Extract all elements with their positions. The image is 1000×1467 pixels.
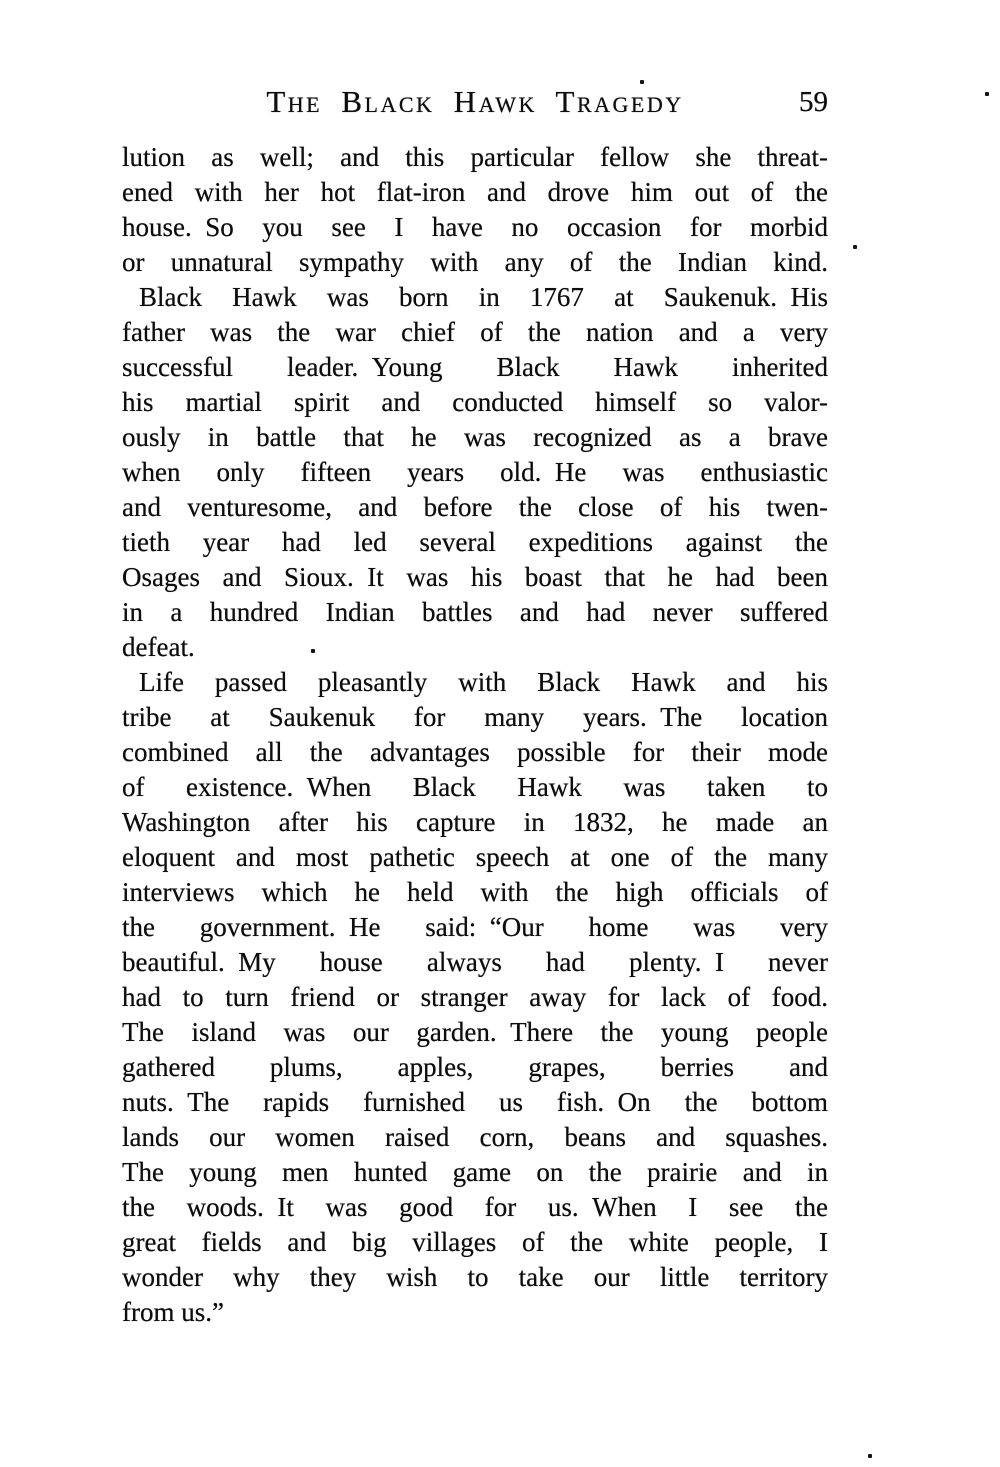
text-line: ously in battle that he was recognized as a brave — [122, 422, 828, 452]
text-line: father was the war chief of the nation and a very — [122, 317, 828, 347]
text-line: lands our women raised corn, beans and squashes. — [122, 1122, 828, 1152]
paragraph — [122, 665, 828, 1330]
running-head-title: The Black Hawk Tragedy — [266, 84, 684, 119]
text-line: and venturesome, and before the close of his twen- — [122, 492, 828, 522]
text-line: the woods. It was good for us. When I see the — [122, 1192, 828, 1222]
text-line: lution as well; and this particular fellow she threat- — [122, 142, 828, 172]
text-line: tribe at Saukenuk for many years. The location — [122, 702, 828, 732]
text-line: or unnatural sympathy with any of the Indian kind. — [122, 247, 828, 277]
page-header — [122, 84, 828, 122]
text-line: of existence. When Black Hawk was taken to — [122, 772, 828, 802]
text-line: nuts. The rapids furnished us fish. On the bottom — [122, 1087, 828, 1117]
text-line: Black Hawk was born in 1767 at Saukenuk. His — [139, 282, 828, 312]
paragraph — [122, 140, 828, 280]
text-line: The island was our garden. There the young people — [122, 1017, 828, 1047]
text-line: Washington after his capture in 1832, he made an — [122, 807, 828, 837]
text-line: wonder why they wish to take our little territory — [122, 1262, 828, 1292]
text-line: when only fifteen years old. He was enthusiastic — [122, 457, 828, 487]
text-line: in a hundred Indian battles and had never suffered — [122, 597, 828, 627]
text-line: ened with her hot flat-iron and drove him out of the — [122, 177, 828, 207]
text-line: house. So you see I have no occasion for morbid — [122, 212, 828, 242]
text-line: successful leader. Young Black Hawk inherited — [122, 352, 828, 382]
scan-speck — [311, 649, 315, 653]
text-line: combined all the advantages possible for their mode — [122, 737, 828, 767]
text-line: beautiful. My house always had plenty. I never — [122, 947, 828, 977]
scan-speck — [985, 92, 989, 96]
paragraph — [122, 280, 828, 665]
text-line: Osages and Sioux. It was his boast that he had been — [122, 562, 828, 592]
text-line: interviews which he held with the high officials of — [122, 877, 828, 907]
text-line: from us.” — [122, 1297, 224, 1327]
text-line: gathered plums, apples, grapes, berries and — [122, 1052, 828, 1082]
text-line: his martial spirit and conducted himself so valor- — [122, 387, 828, 417]
text-line: the government. He said: “Our home was very — [122, 912, 828, 942]
text-line: had to turn friend or stranger away for lack of food. — [122, 982, 828, 1012]
text-line: Life passed pleasantly with Black Hawk and his — [139, 667, 828, 697]
text-line: The young men hunted game on the prairie and in — [122, 1157, 828, 1187]
text-line: eloquent and most pathetic speech at one of the many — [122, 842, 828, 872]
text-line: great fields and big villages of the white people, I — [122, 1227, 828, 1257]
page-body — [122, 140, 828, 1330]
scan-speck — [853, 245, 857, 249]
scan-speck — [640, 80, 644, 84]
scan-speck — [868, 1454, 872, 1458]
page-number: 59 — [799, 86, 828, 118]
text-line: defeat. — [122, 632, 195, 662]
text-line: tieth year had led several expeditions against the — [122, 527, 828, 557]
